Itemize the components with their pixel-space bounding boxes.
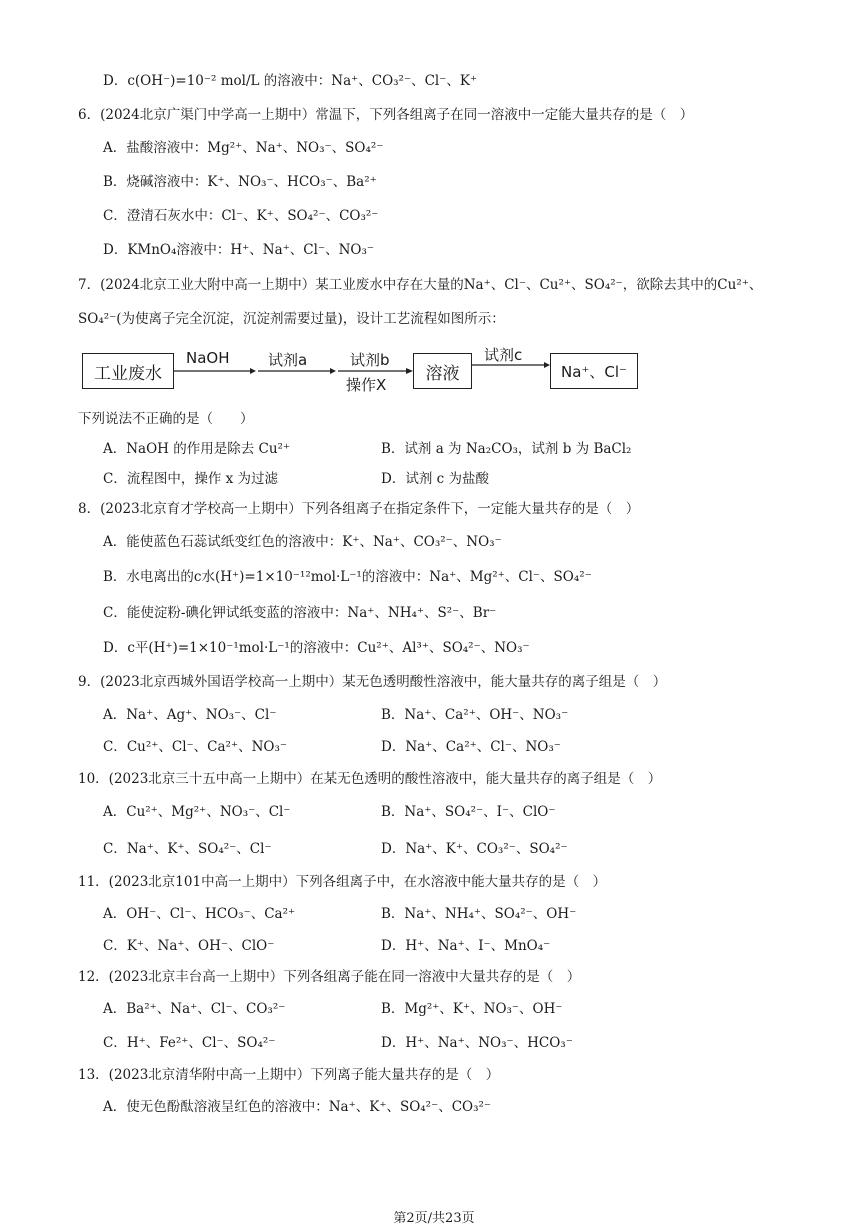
q9-option-c: C．Cu²⁺、Cl⁻、Ca²⁺、NO₃⁻ (103, 739, 287, 755)
q7-option-d: D．试剂 c 为盐酸 (381, 471, 489, 487)
q5-option-d: D．c(OH⁻)=10⁻² mol/L 的溶液中：Na⁺、CO₃²⁻、Cl⁻、K⁺ (103, 73, 478, 89)
flow-box-result: Na⁺、Cl⁻ (550, 353, 638, 389)
q9-option-a: A．Na⁺、Ag⁺、NO₃⁻、Cl⁻ (103, 707, 277, 723)
q12-option-b: B．Mg²⁺、K⁺、NO₃⁻、OH⁻ (381, 1001, 563, 1017)
q10-option-d: D．Na⁺、K⁺、CO₃²⁻、SO₄²⁻ (381, 841, 568, 857)
q7-option-c: C．流程图中，操作 x 为过滤 (103, 471, 279, 487)
arrow-3-head (406, 368, 413, 374)
q12-option-a: A．Ba²⁺、Na⁺、Cl⁻、CO₃²⁻ (103, 1001, 286, 1017)
q9-stem: 9．(2023北京西城外国语学校高一上期中）某无色透明酸性溶液中，能大量共存的离子组是（ ） (78, 674, 667, 690)
q6-option-d: D．KMnO₄溶液中：H⁺、Na⁺、Cl⁻、NO₃⁻ (103, 242, 374, 258)
q11-option-a: A．OH⁻、Cl⁻、HCO₃⁻、Ca²⁺ (103, 906, 296, 922)
q7-question: 下列说法不正确的是（ ） (78, 411, 254, 427)
q12-option-c: C．H⁺、Fe²⁺、Cl⁻、SO₄²⁻ (103, 1035, 276, 1051)
q8-option-a: A．能使蓝色石蕊试纸变红色的溶液中：K⁺、Na⁺、CO₃²⁻、NO₃⁻ (103, 534, 502, 550)
q7-option-b: B．试剂 a 为 Na₂CO₃，试剂 b 为 BaCl₂ (381, 441, 632, 457)
q10-stem: 10．(2023北京三十五中高一上期中）在某无色透明的酸性溶液中，能大量共存的离子组是（ ） (78, 771, 662, 787)
q12-stem: 12．(2023北京丰台高一上期中）下列各组离子能在同一溶液中大量共存的是（ ） (78, 969, 581, 985)
process-flow-diagram (82, 343, 642, 395)
q8-option-c: C．能使淀粉-碘化钾试纸变蓝的溶液中：Na⁺、NH₄⁺、S²⁻、Br⁻ (103, 605, 497, 621)
q9-option-d: D．Na⁺、Ca²⁺、Cl⁻、NO₃⁻ (381, 739, 561, 755)
q11-option-d: D．H⁺、Na⁺、I⁻、MnO₄⁻ (381, 938, 551, 954)
q12-option-d: D．H⁺、Na⁺、NO₃⁻、HCO₃⁻ (381, 1035, 573, 1051)
q7-stem-cont: SO₄²⁻(为使离子完全沉淀，沉淀剂需要过量)，设计工艺流程如图所示： (78, 311, 505, 327)
arrow-2-head (330, 368, 336, 374)
page-footer: 第2页/共23页 (393, 1211, 475, 1226)
q6-option-b: B．烧碱溶液中：K⁺、NO₃⁻、HCO₃⁻、Ba²⁺ (103, 174, 377, 190)
q11-stem: 11．(2023北京101中高一上期中）下列各组离子中，在水溶液中能大量共存的是（ ） (78, 874, 607, 890)
q13-stem: 13．(2023北京清华附中高一上期中）下列离子能大量共存的是（ ） (78, 1067, 500, 1083)
arrow-1-head (250, 368, 256, 374)
q10-option-c: C．Na⁺、K⁺、SO₄²⁻、Cl⁻ (103, 841, 272, 857)
q6-stem: 6．(2024北京广渠门中学高一上期中）常温下，下列各组离子在同一溶液中一定能大量共存的是（ ） (78, 107, 694, 123)
flow-box-solution: 溶液 (413, 353, 472, 389)
q11-option-c: C．K⁺、Na⁺、OH⁻、ClO⁻ (103, 938, 275, 954)
q7-stem: 7．(2024北京工业大附中高一上期中）某工业废水中存在大量的Na⁺、Cl⁻、Cu²⁺、SO₄²⁻，欲除去其中的Cu²⁺、 (78, 277, 763, 293)
flow-box-wastewater: 工业废水 (82, 353, 174, 389)
q7-option-a: A．NaOH 的作用是除去 Cu²⁺ (103, 441, 291, 457)
q9-option-b: B．Na⁺、Ca²⁺、OH⁻、NO₃⁻ (381, 707, 569, 723)
flow-label-reagent-c: 试剂c (484, 346, 523, 364)
flow-label-reagent-a: 试剂a (268, 351, 308, 369)
q13-option-a: A．使无色酚酞溶液呈红色的溶液中：Na⁺、K⁺、SO₄²⁻、CO₃²⁻ (103, 1099, 492, 1115)
q8-option-b: B．水电离出的c水(H⁺)=1×10⁻¹²mol·L⁻¹的溶液中：Na⁺、Mg²⁺、Cl⁻、SO₄²⁻ (103, 569, 592, 585)
q6-option-c: C．澄清石灰水中：Cl⁻、K⁺、SO₄²⁻、CO₃²⁻ (103, 208, 379, 224)
q6-option-a: A．盐酸溶液中：Mg²⁺、Na⁺、NO₃⁻、SO₄²⁻ (103, 140, 384, 156)
q10-option-a: A．Cu²⁺、Mg²⁺、NO₃⁻、Cl⁻ (103, 804, 291, 820)
q11-option-b: B．Na⁺、NH₄⁺、SO₄²⁻、OH⁻ (381, 906, 577, 922)
flow-label-operation-x: 操作X (346, 376, 387, 394)
flow-label-naoh: NaOH (186, 349, 230, 367)
q8-option-d: D．c平(H⁺)=1×10⁻¹mol·L⁻¹的溶液中：Cu²⁺、Al³⁺、SO₄²⁻、NO₃⁻ (103, 640, 530, 656)
q10-option-b: B．Na⁺、SO₄²⁻、I⁻、ClO⁻ (381, 804, 556, 820)
q8-stem: 8．(2023北京育才学校高一上期中）下列各组离子在指定条件下，一定能大量共存的是（ ） (78, 501, 640, 517)
flow-label-reagent-b: 试剂b (350, 351, 390, 369)
